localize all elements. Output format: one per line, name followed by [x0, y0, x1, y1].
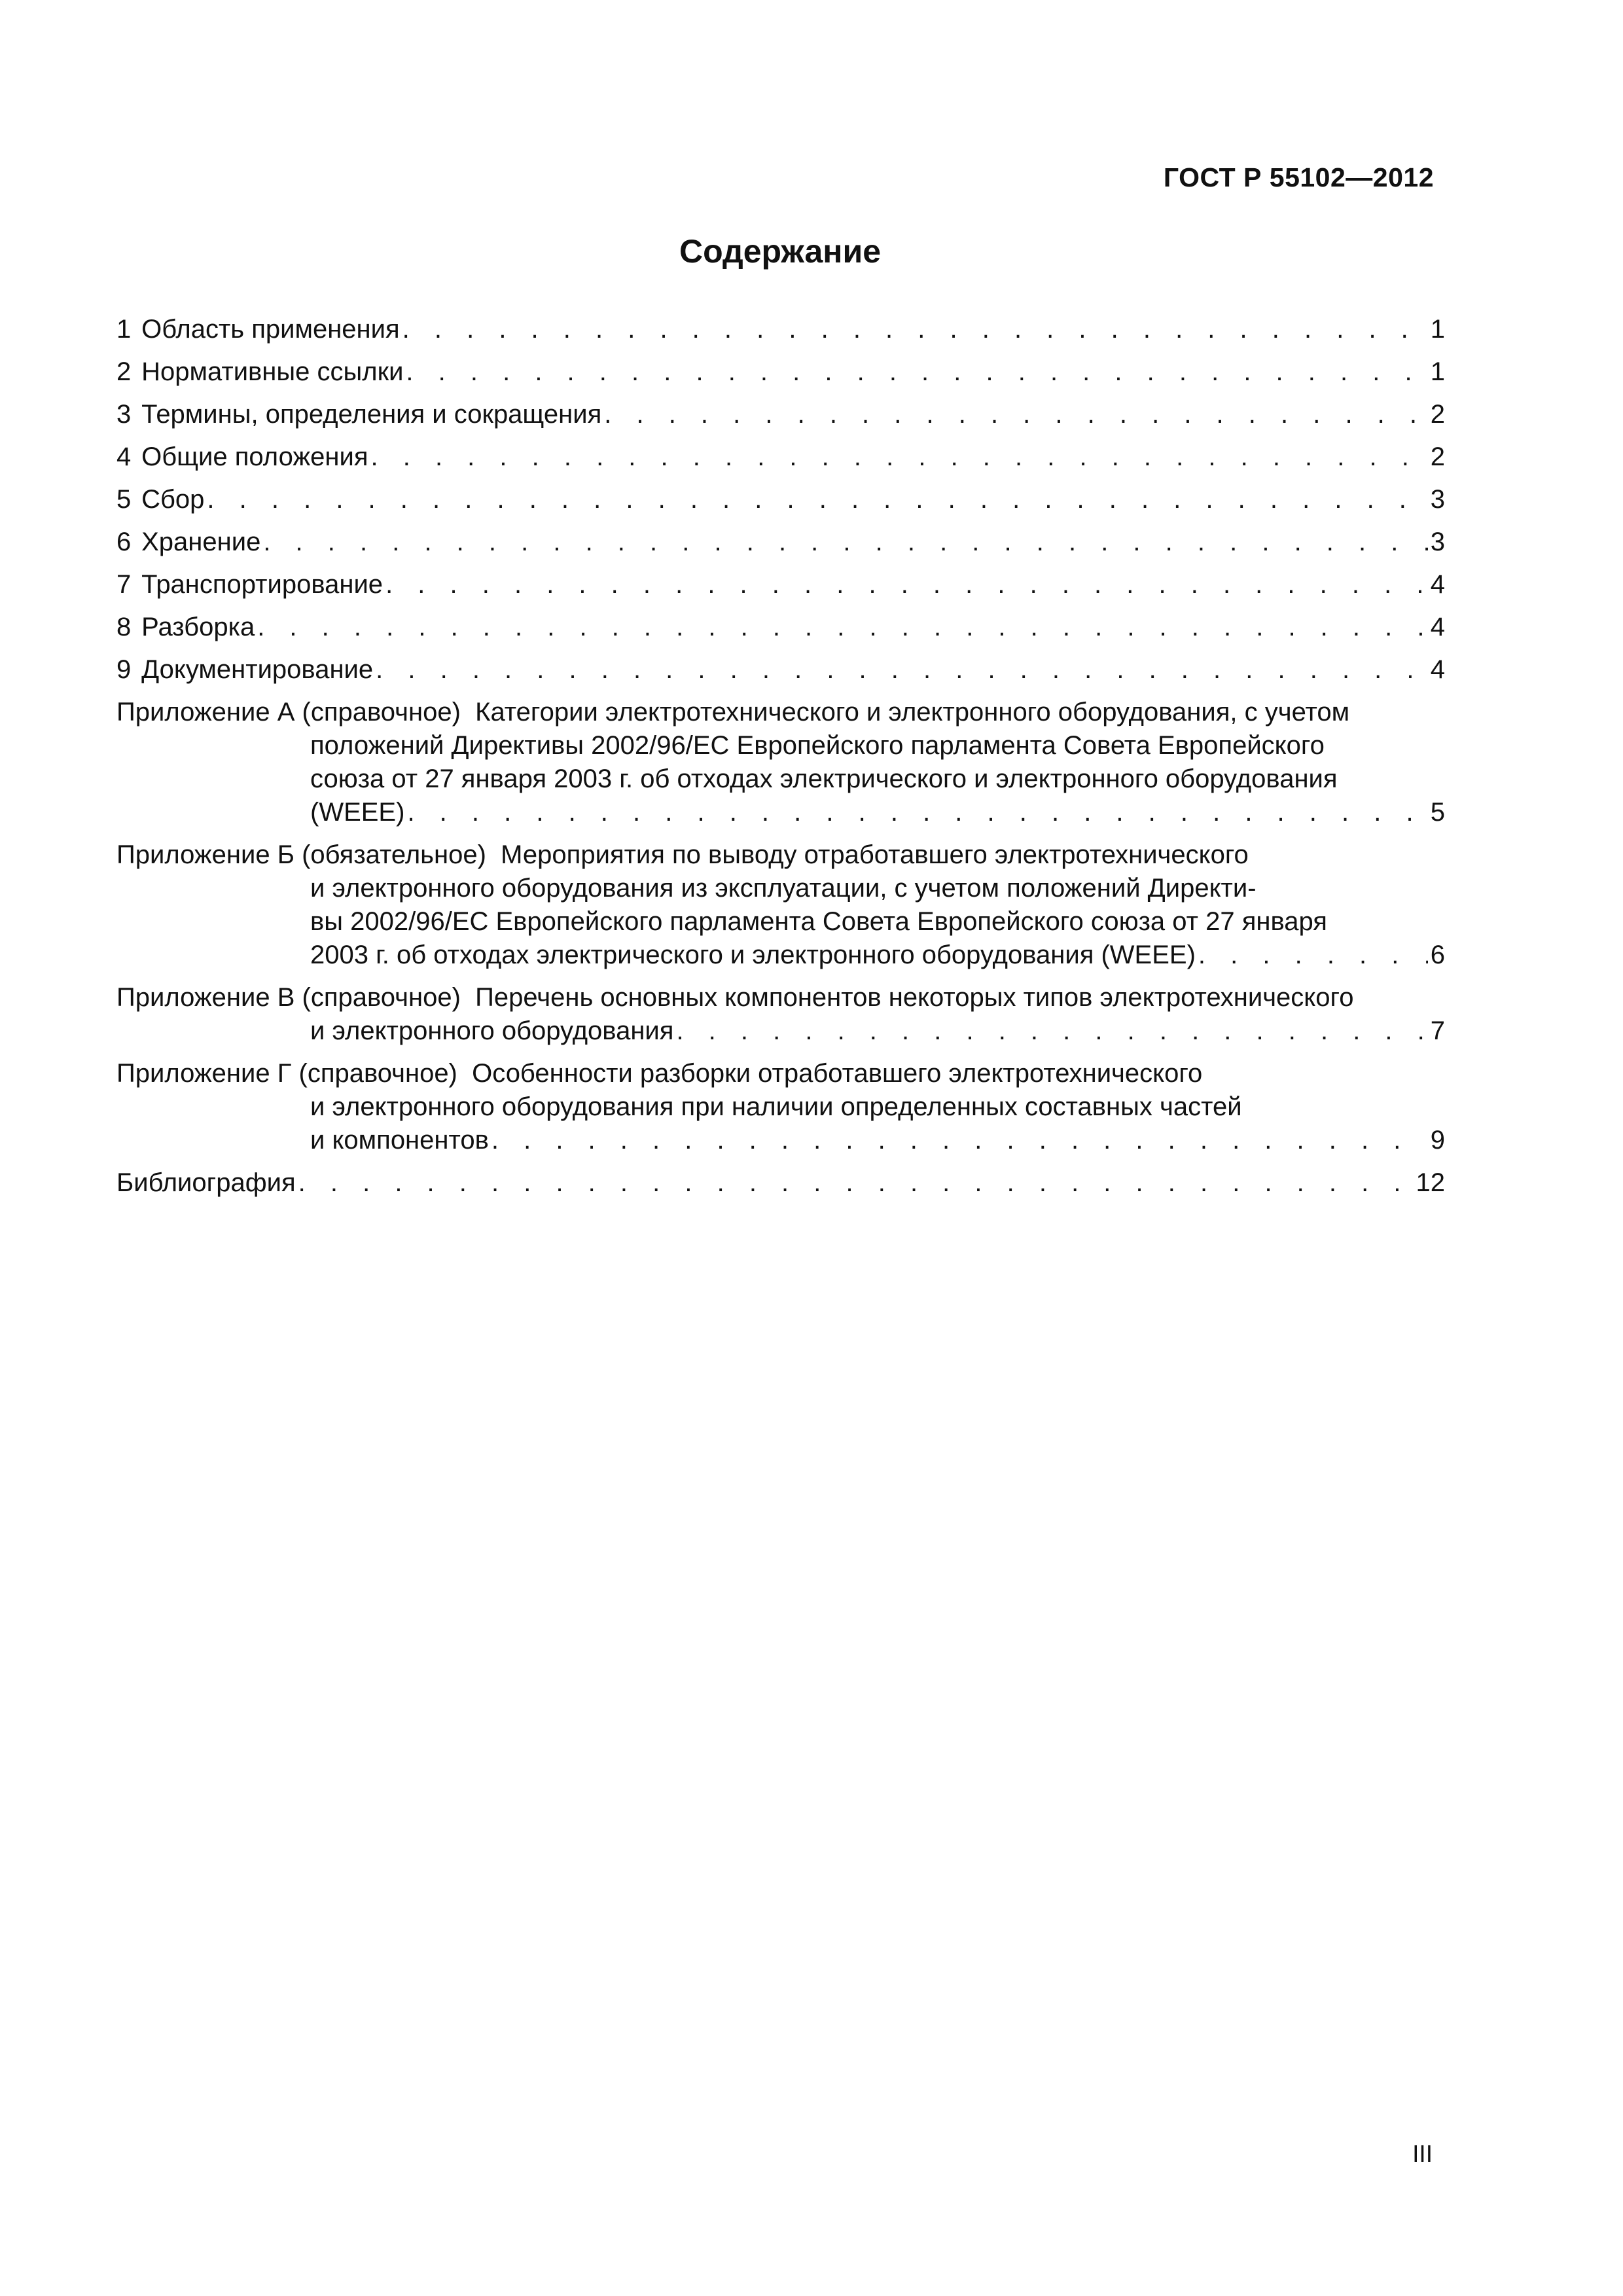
toc-entry[interactable] [116, 313, 1445, 355]
dot-leader [257, 611, 1428, 644]
page-title: Содержание [679, 233, 882, 270]
toc-entry-label: 9 Документирование [116, 655, 374, 684]
annex-first-line: Приложение А (справочное) Категории электротехнического и электронного оборудования, с учетом [116, 698, 1350, 726]
toc-page-number: 1 [1430, 315, 1445, 344]
table-of-contents [116, 313, 1445, 1209]
annex-last-line: и электронного оборудования [310, 1016, 674, 1045]
toc-page-number: 3 [1430, 485, 1445, 514]
annex-line: положений Директивы 2002/96/ЕС Европейского парламента Совета Европейского [310, 731, 1325, 760]
toc-page-number: 4 [1430, 655, 1445, 684]
annex-first-line: Приложение Г (справочное) Особенности разборки отработавшего электротехнического [116, 1059, 1203, 1088]
toc-entry-label: 2 Нормативные ссылки [116, 357, 404, 386]
dot-leader [604, 398, 1428, 431]
annex-last-line: 2003 г. об отходах электрического и электронного оборудования (WEEE) [310, 941, 1196, 969]
toc-entry[interactable] [116, 653, 1445, 696]
toc-entry[interactable] [116, 355, 1445, 398]
annex-line: вы 2002/96/ЕС Европейского парламента Совета Европейского союза от 27 января [310, 907, 1327, 936]
dot-leader [1198, 939, 1428, 972]
dot-leader [263, 526, 1427, 559]
dot-leader [370, 440, 1427, 474]
toc-annex-entry[interactable] [116, 981, 1445, 1048]
toc-page-number: 6 [1430, 941, 1445, 969]
annex-last-line: и компонентов [310, 1126, 489, 1155]
toc-entry[interactable] [116, 440, 1445, 483]
toc-entry-label: 8 Разборка [116, 613, 255, 641]
dot-leader [376, 653, 1428, 687]
toc-page-number: 4 [1430, 570, 1445, 599]
toc-page-number: 12 [1416, 1168, 1445, 1197]
toc-page-number: 1 [1430, 357, 1445, 386]
page-number: III [1412, 2140, 1433, 2167]
toc-annex-entry[interactable] [116, 696, 1445, 829]
document-id: ГОСТ Р 55102—2012 [1163, 162, 1434, 192]
toc-entry[interactable] [116, 526, 1445, 568]
dot-leader [298, 1166, 1414, 1200]
annex-last-line: (WEEE) [310, 798, 405, 827]
dot-leader [407, 796, 1427, 829]
annex-line: и электронного оборудования при наличии определенных составных частей [310, 1092, 1242, 1121]
toc-page-number: 4 [1430, 613, 1445, 641]
toc-entry-label: 4 Общие положения [116, 442, 368, 471]
toc-entry-label: Библиография [116, 1168, 296, 1197]
annex-first-line: Приложение В (справочное) Перечень основных компонентов некоторых типов электротехнического [116, 983, 1354, 1012]
toc-entry[interactable] [116, 611, 1445, 653]
toc-annex-entry[interactable] [116, 838, 1445, 972]
toc-page-number: 7 [1430, 1016, 1445, 1045]
dot-leader [207, 483, 1427, 516]
annex-first-line: Приложение Б (обязательное) Мероприятия по выводу отработавшего электротехнического [116, 840, 1249, 869]
annex-line: и электронного оборудования из эксплуатации, с учетом положений Директи- [310, 874, 1257, 903]
toc-entry-bibliography[interactable] [116, 1166, 1445, 1209]
toc-page-number: 3 [1430, 528, 1445, 556]
dot-leader [402, 313, 1428, 346]
toc-entry[interactable] [116, 398, 1445, 440]
toc-page-number: 2 [1430, 400, 1445, 429]
toc-page-number: 5 [1430, 798, 1445, 827]
toc-entry-label: 3 Термины, определения и сокращения [116, 400, 602, 429]
toc-entry[interactable] [116, 568, 1445, 611]
toc-entry-label: 6 Хранение [116, 528, 261, 556]
toc-entry[interactable] [116, 483, 1445, 526]
dot-leader [676, 1014, 1427, 1048]
toc-annex-entry[interactable] [116, 1057, 1445, 1157]
toc-page-number: 9 [1430, 1126, 1445, 1155]
dot-leader [491, 1124, 1428, 1157]
dot-leader [406, 355, 1427, 389]
annex-line: союза от 27 января 2003 г. об отходах электрического и электронного оборудования [310, 764, 1338, 793]
dot-leader [385, 568, 1428, 601]
toc-entry-label: 1 Область применения [116, 315, 400, 344]
toc-page-number: 2 [1430, 442, 1445, 471]
toc-entry-label: 5 Сбор [116, 485, 205, 514]
toc-entry-label: 7 Транспортирование [116, 570, 383, 599]
